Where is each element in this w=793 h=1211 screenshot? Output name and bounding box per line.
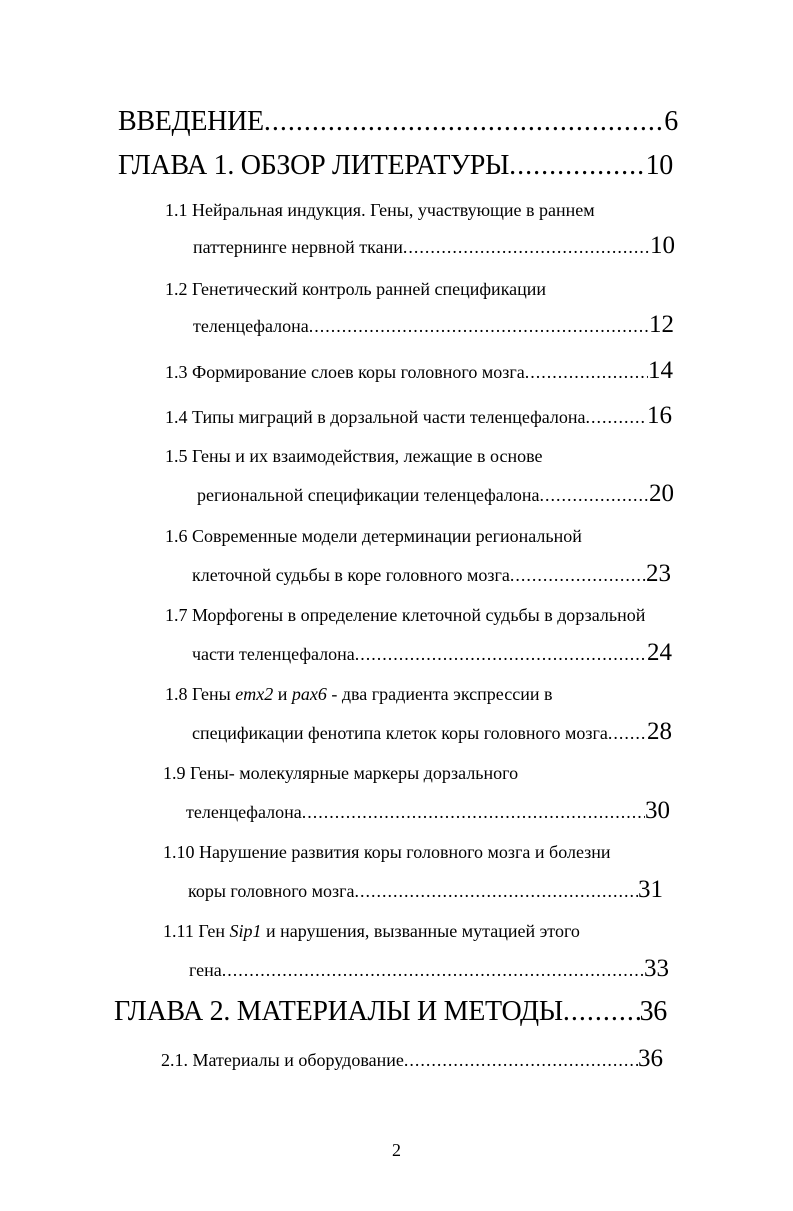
page-number: 2 (392, 1140, 401, 1160)
toc-dot-leader (404, 1050, 638, 1071)
toc-entry-1-7[interactable] (192, 640, 672, 665)
toc-entry-1-5-line1[interactable]: 1.5 Гены и их взаимодействия, лежащие в основе (165, 446, 543, 466)
toc-entry-text: - два градиента экспрессии в (326, 684, 553, 704)
toc-entry-1-7-line1[interactable]: 1.7 Морфогены в определение клеточной судьбы в дорзальной (165, 605, 646, 625)
toc-entry-1-8[interactable] (192, 719, 672, 744)
toc-page-number: 16 (647, 403, 672, 428)
toc-entry-1-11[interactable] (189, 956, 669, 981)
toc-dot-leader (608, 723, 647, 744)
toc-entry-1-11-line1[interactable] (163, 921, 580, 942)
toc-dot-leader (525, 362, 648, 383)
toc-entry-title: 2.1. Материалы и оборудование (161, 1050, 404, 1070)
toc-entry-title: коры головного мозга (188, 881, 355, 901)
toc-page-number: 36 (638, 1046, 663, 1071)
toc-entry-title: ВВЕДЕНИЕ (118, 106, 264, 137)
toc-entry-1-3[interactable] (165, 358, 673, 383)
toc-page-number: 20 (649, 481, 674, 506)
toc-entry-text: 1.8 Гены (165, 684, 236, 704)
toc-page-number: 12 (649, 312, 674, 337)
toc-entry-1-2[interactable] (193, 312, 674, 337)
toc-page-number: 36 (639, 996, 667, 1027)
toc-dot-leader (355, 644, 647, 665)
toc-entry-1-2-line1[interactable]: 1.2 Генетический контроль ранней спецификации (165, 279, 547, 299)
toc-dot-leader (563, 996, 640, 1028)
toc-entry-1-4[interactable] (165, 403, 672, 428)
toc-entry-1-9[interactable] (186, 798, 670, 823)
toc-page-number: 14 (648, 358, 673, 383)
toc-entry-title: 1.3 Формирование слоев коры головного мозга (165, 362, 525, 382)
toc-page-number: 24 (647, 640, 672, 665)
toc-entry-1-6-line1[interactable]: 1.6 Современные модели детерминации региональной (165, 526, 582, 546)
toc-page-number: 6 (664, 106, 678, 137)
toc-entry-title: части теленцефалона (192, 644, 355, 664)
toc-entry-text: и нарушения, вызванные мутацией этого (261, 921, 580, 941)
toc-page-number: 33 (644, 956, 669, 981)
toc-entry-1-6[interactable] (192, 561, 671, 586)
toc-page-number: 10 (645, 150, 673, 181)
toc-entry-title: гена (189, 960, 222, 980)
toc-entry-title: теленцефалона (186, 802, 302, 822)
toc-page-number: 10 (650, 233, 675, 258)
toc-entry-1-5[interactable] (197, 481, 674, 506)
toc-entry-1-1[interactable] (193, 233, 675, 258)
toc-entry-title: ГЛАВА 1. ОБЗОР ЛИТЕРАТУРЫ (118, 150, 510, 181)
gene-name-pax6: pax6 (291, 684, 327, 704)
gene-name-sip1: Sip1 (229, 921, 262, 941)
toc-entry-chapter-1[interactable] (118, 150, 673, 182)
toc-entry-introduction[interactable] (118, 106, 678, 138)
gene-name-emx2: emx2 (235, 684, 274, 704)
toc-dot-leader (586, 407, 647, 428)
toc-dot-leader (540, 485, 650, 506)
toc-entry-title: 1.4 Типы миграций в дорзальной части теленцефалона (165, 407, 586, 427)
toc-entry-1-10[interactable] (188, 877, 663, 902)
toc-entry-title: региональной спецификации теленцефалона (197, 485, 540, 505)
toc-dot-leader (222, 960, 644, 981)
toc-entry-1-9-line1[interactable]: 1.9 Гены- молекулярные маркеры дорзального (163, 763, 519, 783)
toc-entry-1-10-line1[interactable]: 1.10 Нарушение развития коры головного мозга и болезни (163, 842, 611, 862)
toc-entry-2-1[interactable] (161, 1046, 663, 1071)
toc-dot-leader (355, 881, 638, 902)
toc-entry-text: и (273, 684, 292, 704)
toc-page-number: 28 (647, 719, 672, 744)
toc-dot-leader (509, 150, 645, 182)
toc-page-number: 30 (645, 798, 670, 823)
toc-entry-text: 1.11 Ген (163, 921, 230, 941)
toc-entry-title: клеточной судьбы в коре головного мозга (192, 565, 510, 585)
toc-entry-1-1-line1[interactable]: 1.1 Нейральная индукция. Гены, участвующие в раннем (165, 200, 595, 220)
toc-page-number: 23 (646, 561, 671, 586)
toc-entry-title: паттернинге нервной ткани (193, 237, 403, 257)
toc-entry-title: ГЛАВА 2. МАТЕРИАЛЫ И МЕТОДЫ (114, 996, 563, 1027)
toc-entry-chapter-2[interactable] (114, 996, 667, 1028)
toc-dot-leader (302, 802, 645, 823)
toc-dot-leader (309, 316, 649, 337)
toc-dot-leader (264, 106, 664, 138)
toc-entry-title: теленцефалона (193, 316, 309, 336)
toc-dot-leader (403, 237, 650, 258)
toc-entry-title: спецификации фенотипа клеток коры головного мозга (192, 723, 608, 743)
toc-entry-1-8-line1[interactable] (165, 684, 552, 705)
toc-dot-leader (510, 565, 646, 586)
toc-page-number: 31 (638, 877, 663, 902)
